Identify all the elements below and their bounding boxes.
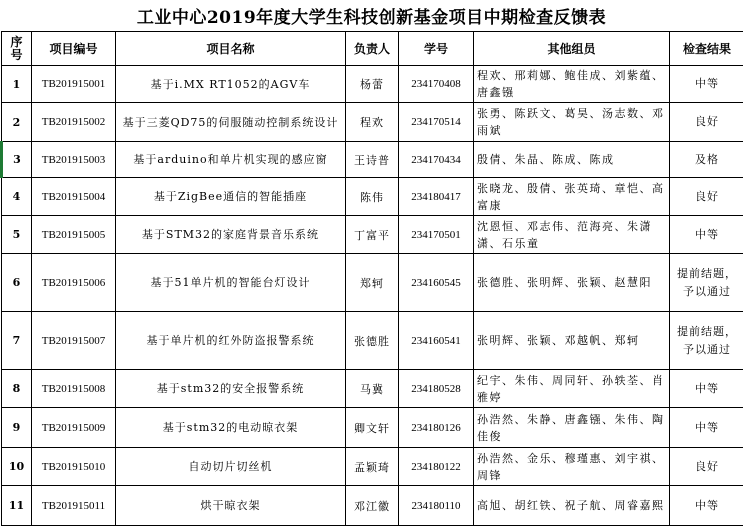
row-seq: 3: [2, 142, 32, 178]
header-members: 其他组员: [474, 32, 670, 66]
row-members: 张勇、陈跃文、葛昊、汤志数、邓雨斌: [474, 103, 670, 142]
row-code: TB201915005: [32, 216, 116, 254]
row-members: 程欢、邢莉娜、鲍佳成、刘紫蕴、唐鑫镪: [474, 66, 670, 103]
table-row: [2, 216, 743, 254]
row-code: TB201915010: [32, 448, 116, 486]
row-student-id: 234170514: [399, 103, 474, 142]
row-leader: 陈伟: [346, 178, 399, 216]
row-seq: 6: [2, 254, 32, 312]
row-members: 张明辉、张颖、邓越帆、郑轲: [474, 312, 670, 370]
row-student-id: 234160541: [399, 312, 474, 370]
row-members: 高旭、胡红铁、祝子航、周睿嘉熙: [474, 486, 670, 526]
row-project-name: 基于单片机的红外防盗报警系统: [116, 312, 346, 370]
row-result: 中等: [670, 370, 743, 408]
table-row: [2, 66, 743, 103]
row-seq: 9: [2, 408, 32, 448]
table-row: [2, 178, 743, 216]
row-code: TB201915003: [32, 142, 116, 178]
row-project-name: 基于STM32的家庭背景音乐系统: [116, 216, 346, 254]
table-row: [2, 486, 743, 526]
row-student-id: 234180110: [399, 486, 474, 526]
row-project-name: 基于三菱QD75的伺服随动控制系统设计: [116, 103, 346, 142]
row-student-id: 234180417: [399, 178, 474, 216]
row-result: 良好: [670, 448, 743, 486]
row-members: 张晓龙、殷倩、张英琦、章恺、高富康: [474, 178, 670, 216]
header-code: 项目编号: [32, 32, 116, 66]
row-seq: 7: [2, 312, 32, 370]
row-seq: 1: [2, 66, 32, 103]
row-seq: 8: [2, 370, 32, 408]
row-result: 中等: [670, 216, 743, 254]
row-members: 沈恩恒、邓志伟、范海亮、朱潇潇、石乐童: [474, 216, 670, 254]
header-student-id: 学号: [399, 32, 474, 66]
row-leader: 马冀: [346, 370, 399, 408]
row-members: 殷倩、朱晶、陈成、陈成: [474, 142, 670, 178]
table-row: [2, 312, 743, 370]
row-student-id: 234180126: [399, 408, 474, 448]
row-leader: 王诗普: [346, 142, 399, 178]
row-project-name: 基于ZigBee通信的智能插座: [116, 178, 346, 216]
row-leader: 孟颖琦: [346, 448, 399, 486]
row-leader: 卿文轩: [346, 408, 399, 448]
row-leader: 杨蕾: [346, 66, 399, 103]
row-seq: 2: [2, 103, 32, 142]
row-result: 良好: [670, 178, 743, 216]
row-seq: 11: [2, 486, 32, 526]
row-project-name: 基于51单片机的智能台灯设计: [116, 254, 346, 312]
row-members: 孙浩然、朱静、唐鑫镪、朱伟、陶佳俊: [474, 408, 670, 448]
row-student-id: 234170408: [399, 66, 474, 103]
row-code: TB201915011: [32, 486, 116, 526]
document-title: 工业中心2019年度大学生科技创新基金项目中期检查反馈表: [136, 8, 607, 28]
row-student-id: 234180528: [399, 370, 474, 408]
row-leader: 丁富平: [346, 216, 399, 254]
row-code: TB201915001: [32, 66, 116, 103]
row-code: TB201915009: [32, 408, 116, 448]
row-student-id: 234170434: [399, 142, 474, 178]
row-result: 良好: [670, 103, 743, 142]
row-members: 张德胜、张明辉、张颖、赵慧阳: [474, 254, 670, 312]
table-row: [2, 370, 743, 408]
row-result: 中等: [670, 66, 743, 103]
row-result: 中等: [670, 408, 743, 448]
table-row: [2, 142, 743, 178]
row-project-name: 基于i.MX RT1052的AGV车: [116, 66, 346, 103]
row-members: 纪宇、朱伟、周同轩、孙轶荃、肖雅婷: [474, 370, 670, 408]
header-seq: 序号: [2, 32, 32, 66]
row-seq: 10: [2, 448, 32, 486]
row-code: TB201915008: [32, 370, 116, 408]
row-code: TB201915006: [32, 254, 116, 312]
row-student-id: 234180122: [399, 448, 474, 486]
row-project-name: 烘干晾衣架: [116, 486, 346, 526]
row-code: TB201915004: [32, 178, 116, 216]
row-seq: 4: [2, 178, 32, 216]
feedback-table: [0, 31, 743, 526]
row-project-name: 基于stm32的安全报警系统: [116, 370, 346, 408]
row-leader: 邓江徽: [346, 486, 399, 526]
row-code: TB201915007: [32, 312, 116, 370]
row-members: 孙浩然、金乐、穆瑾惠、刘宇祺、周锋: [474, 448, 670, 486]
row-result: 提前结题，予以通过: [670, 254, 743, 312]
header-name: 项目名称: [116, 32, 346, 66]
table-row: [2, 448, 743, 486]
row-project-name: 自动切片切丝机: [116, 448, 346, 486]
row-leader: 程欢: [346, 103, 399, 142]
row-project-name: 基于arduino和单片机实现的感应窗: [116, 142, 346, 178]
row-leader: 郑轲: [346, 254, 399, 312]
row-result: 及格: [670, 142, 743, 178]
row-result: 提前结题，予以通过: [670, 312, 743, 370]
row-code: TB201915002: [32, 103, 116, 142]
header-result: 检查结果: [670, 32, 743, 66]
row-seq: 5: [2, 216, 32, 254]
row-leader: 张德胜: [346, 312, 399, 370]
table-row: [2, 254, 743, 312]
row-student-id: 234160545: [399, 254, 474, 312]
row-student-id: 234170501: [399, 216, 474, 254]
table-row: [2, 408, 743, 448]
row-project-name: 基于stm32的电动晾衣架: [116, 408, 346, 448]
header-row: [2, 32, 743, 66]
header-leader: 负责人: [346, 32, 399, 66]
table-row: [2, 103, 743, 142]
row-result: 中等: [670, 486, 743, 526]
